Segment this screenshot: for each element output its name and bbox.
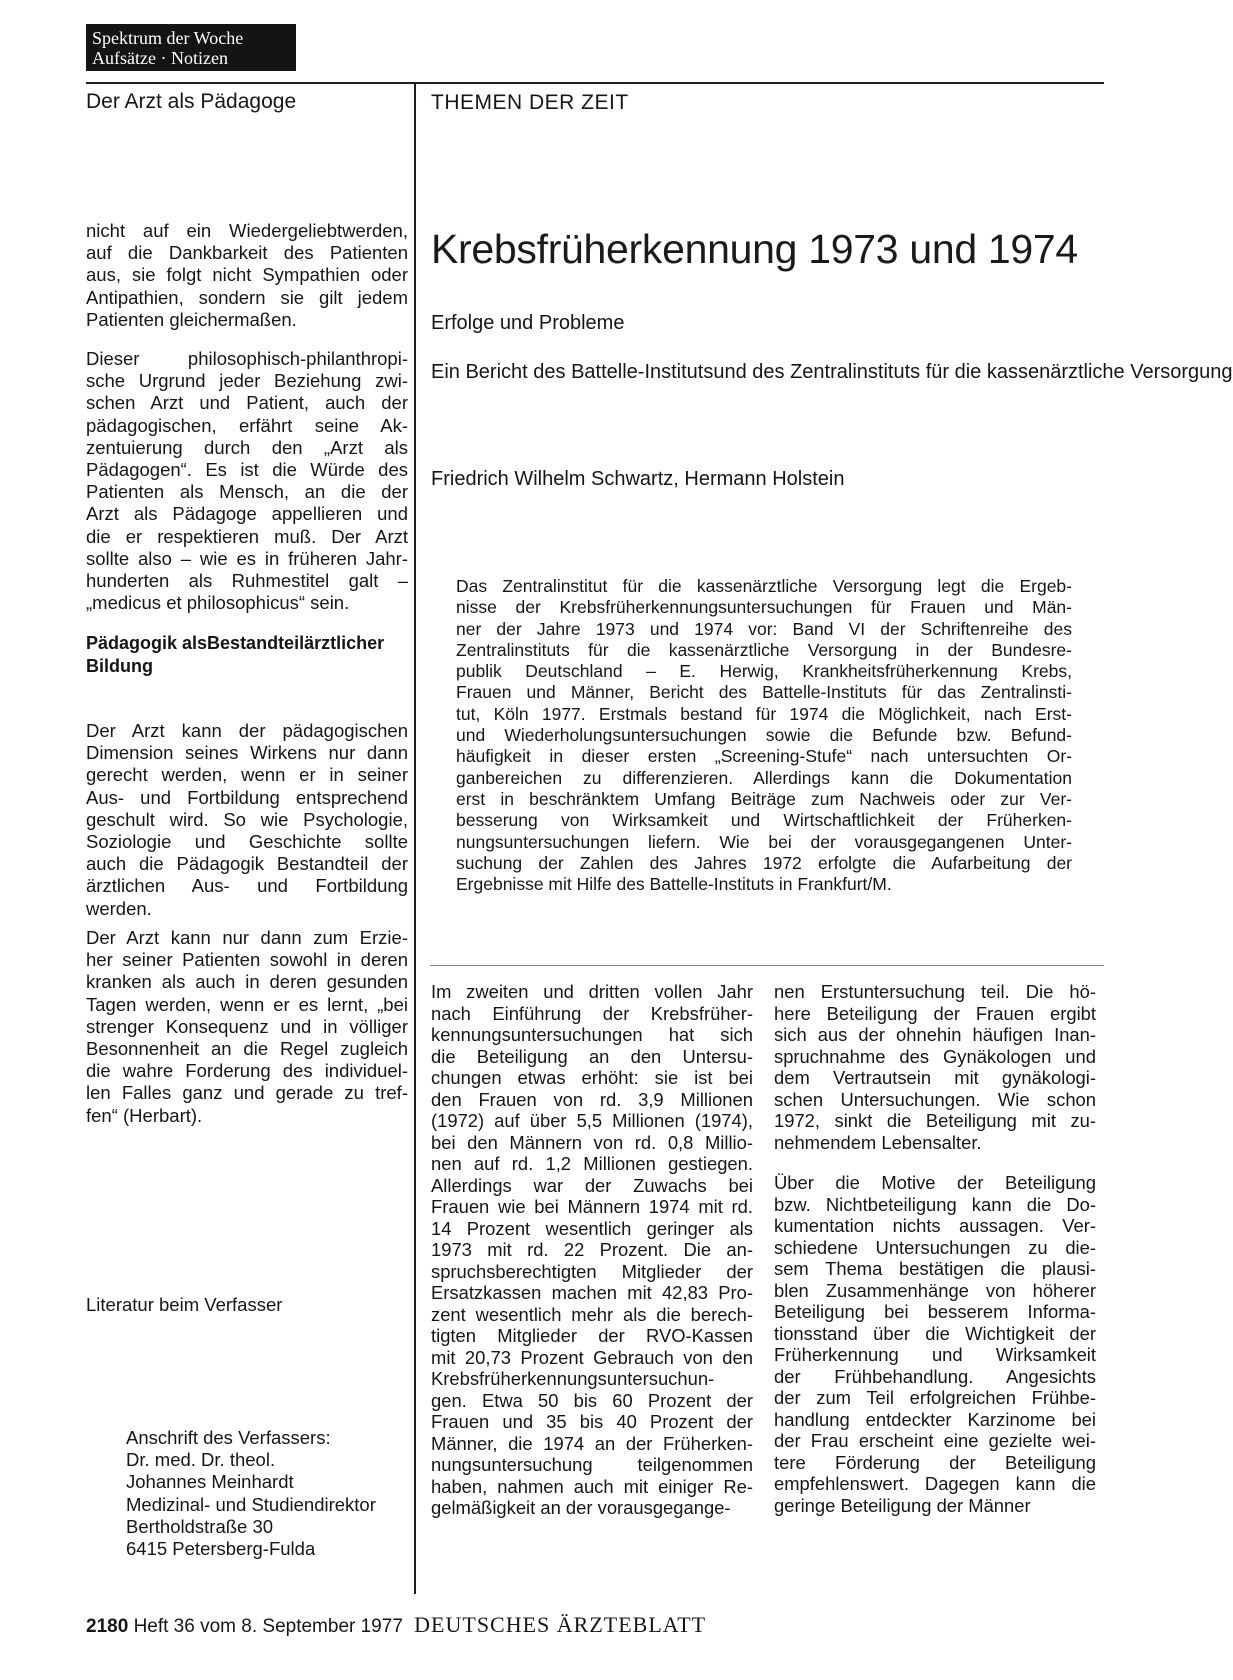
- summary-line: Frauen und Männer, Bericht des Battelle-Instituts für das Zentralinsti-: [456, 682, 1072, 703]
- body-line: der Frau erscheint eine gezielte wei-: [774, 1430, 1096, 1451]
- address-line: Dr. med. Dr. theol.: [126, 1449, 276, 1471]
- body-line: nehmendem Lebensalter.: [774, 1131, 982, 1153]
- body-line: dem Vertrautsein mit gynäkologi-: [774, 1067, 1096, 1088]
- article-body-column-2a: [774, 981, 1096, 1153]
- text-line: nicht auf ein Wiedergeliebtwerden,: [86, 220, 408, 241]
- subheading-line: Pädagogik als: [86, 633, 208, 653]
- body-line: gelmäßigkeit an der vorausgegange-: [431, 1497, 731, 1518]
- body-line: den Frauen von rd. 3,9 Millionen: [431, 1088, 753, 1110]
- body-line: tere Förderung der Beteiligung: [774, 1451, 1096, 1473]
- text-line: hunderten als Ruhmestitel galt –: [86, 570, 408, 592]
- body-line: der Frühbehandlung. Angesichts: [774, 1365, 1096, 1387]
- left-paragraph-1: [86, 220, 408, 331]
- body-line: Im zweiten und dritten vollen Jahr: [431, 981, 753, 1002]
- article-subtitle: Erfolge und Probleme: [431, 312, 625, 334]
- body-line: Krebsfrüherkennungsuntersuchun-: [431, 1368, 715, 1389]
- text-line: werden.: [86, 897, 152, 919]
- body-line: die Beteiligung an den Untersu-: [431, 1045, 753, 1067]
- column-divider: [414, 82, 416, 1594]
- body-line: chungen etwas erhöht: sie ist bei: [431, 1067, 753, 1088]
- left-subheading: [86, 632, 408, 677]
- text-line: Pädagogen“. Es ist die Würde des: [86, 459, 408, 481]
- summary-rule: [430, 965, 1104, 966]
- header-line-1: Spektrum der Woche: [92, 28, 244, 48]
- body-line: blen Zusammenhänge von höherer: [774, 1279, 1096, 1301]
- text-line: Patienten gleichermaßen.: [86, 308, 297, 330]
- body-line: schiedene Untersuchungen zu die-: [774, 1236, 1096, 1258]
- body-line: Frauen und 35 bis 40 Prozent der: [431, 1411, 753, 1432]
- body-line: 1972, sinkt die Beteiligung mit zu-: [774, 1110, 1096, 1131]
- text-line: len Falles ganz und gerade zu tref-: [86, 1082, 408, 1104]
- author-address: [126, 1427, 376, 1560]
- body-line: 14 Prozent wesentlich geringer als: [431, 1217, 753, 1239]
- body-line: spruchsberechtigten Mitglieder der: [431, 1260, 753, 1282]
- text-line: ärztlichen Aus- und Fortbildung: [86, 875, 408, 897]
- article-title: Krebsfrüherkennung 1973 und 1974: [431, 226, 1078, 272]
- summary-line: suchung der Zahlen des Jahres 1972 erfolgte die Aufarbeitung der: [456, 852, 1072, 873]
- body-line: Über die Motive der Beteiligung: [774, 1172, 1096, 1193]
- text-line: Patienten als Mensch, an die der: [86, 481, 408, 503]
- top-rule: [86, 82, 1104, 84]
- text-line: die er respektieren muß. Der Arzt: [86, 525, 408, 547]
- text-line: sollte also – wie es in früheren Jahr-: [86, 547, 408, 569]
- summary-line: publik Deutschland – E. Herwig, Krankheitsfrüherkennung Krebs,: [456, 661, 1072, 682]
- text-line: zentuierung durch den „Arzt als: [86, 436, 408, 458]
- address-line: Bertholdstraße 30: [126, 1515, 274, 1537]
- text-line: die wahre Forderung des individuel-: [86, 1060, 408, 1082]
- body-line: nach Einführung der Krebsfrüher-: [431, 1002, 753, 1024]
- address-line: Medizinal- und Studiendirektor: [126, 1493, 376, 1515]
- body-line: here Beteiligung der Frauen ergibt: [774, 1002, 1096, 1024]
- summary-line: häufigkeit in dieser ersten „Screening-Stufe“ nach untersuchten Or-: [456, 746, 1072, 767]
- dek-line: und des Zentralinstituts für die kassenärztliche Versorgung: [713, 361, 1233, 383]
- summary-line: besserung von Wirksamkeit und Wirtschaftlichkeit der Früherken-: [456, 810, 1072, 831]
- issue-info: Heft 36 vom 8. September 1977: [133, 1616, 403, 1637]
- right-section-label: THEMEN DER ZEIT: [431, 91, 629, 114]
- body-line: der zum Teil erfolgreichen Frühbe-: [774, 1387, 1096, 1408]
- text-line: Soziologie und Geschichte sollte: [86, 831, 408, 853]
- text-line: Tagen werden, wenn er es lernt, „bei: [86, 993, 408, 1015]
- text-line: auch die Pädagogik Bestandteil der: [86, 853, 408, 875]
- body-line: kumentation nichts aussagen. Ver-: [774, 1215, 1096, 1236]
- left-section-label: Der Arzt als Pädagoge: [86, 90, 297, 113]
- text-line: Besonnenheit an die Regel zugleich: [86, 1038, 408, 1060]
- section-header-box: [86, 24, 296, 71]
- summary-line: ganbereichen zu differenzieren. Allerdings kann die Dokumentation: [456, 767, 1072, 788]
- body-line: kennungsuntersuchungen hat sich: [431, 1024, 753, 1045]
- article-dek: [431, 360, 1233, 385]
- body-line: handlung entdeckter Karzinome bei: [774, 1408, 1096, 1430]
- article-authors: Friedrich Wilhelm Schwartz, Hermann Holstein: [431, 468, 845, 490]
- body-line: bzw. Nichtbeteiligung kann die Do-: [774, 1193, 1096, 1215]
- left-paragraph-4: [86, 927, 408, 1127]
- literature-note: Literatur beim Verfasser: [86, 1294, 283, 1315]
- summary-line: erst in beschränktem Umfang Beiträge zum Nachweis oder zur Ver-: [456, 788, 1072, 809]
- text-line: fen“ (Herbart).: [86, 1104, 203, 1126]
- summary-line: tut, Köln 1977. Erstmals bestand für 1974 die Möglichkeit, nach Erst-: [456, 703, 1072, 724]
- body-line: Früherkennung und Wirksamkeit: [774, 1344, 1096, 1365]
- text-line: Dieser philosophisch-philanthropi-: [86, 348, 408, 369]
- body-line: tigten Mitglieder der RVO-Kassen: [431, 1325, 753, 1346]
- body-line: zent wesentlich mehr als die berech-: [431, 1303, 753, 1325]
- text-line: Der Arzt kann nur dann zum Erzie-: [86, 927, 408, 948]
- body-line: 1973 mit rd. 22 Prozent. Die an-: [431, 1239, 753, 1260]
- body-line: Ersatzkassen machen mit 42,83 Pro-: [431, 1282, 753, 1303]
- text-line: her seiner Patienten sowohl in deren: [86, 949, 408, 971]
- summary-line: und Wiederholungsuntersuchungen sowie die Befunde bzw. Befund-: [456, 725, 1072, 746]
- text-line: Antipathien, sondern sie gilt jedem: [86, 286, 408, 308]
- body-line: haben, nahmen auch mit einiger Re-: [431, 1475, 753, 1497]
- body-line: gen. Etwa 50 bis 60 Prozent der: [431, 1389, 753, 1411]
- left-paragraph-3: [86, 720, 408, 920]
- article-body-column-1: [431, 981, 753, 1519]
- summary-line: ner der Jahre 1973 und 1974 vor: Band VI der Schriftenreihe des: [456, 618, 1072, 639]
- body-line: sem Thema bestätigen die plausi-: [774, 1258, 1096, 1279]
- text-line: strenger Konsequenz und in völliger: [86, 1015, 408, 1037]
- text-line: „medicus et philosophicus“ sein.: [86, 592, 350, 614]
- text-line: sche Urgrund jeder Beziehung zwi-: [86, 370, 408, 392]
- text-line: Dimension seines Wirkens nur dann: [86, 742, 408, 764]
- summary-line: Zentralinstituts für die kassenärztliche Versorgung in der Bundesre-: [456, 639, 1072, 660]
- body-line: mit 20,73 Prozent Gebrauch von den: [431, 1346, 753, 1368]
- body-line: Allerdings war der Zuwachs bei: [431, 1174, 753, 1196]
- address-line: 6415 Petersberg-Fulda: [126, 1538, 316, 1560]
- summary-line: Das Zentralinstitut für die kassenärztliche Versorgung legt die Ergeb-: [456, 576, 1072, 596]
- body-line: nungsuntersuchung teilgenommen: [431, 1454, 753, 1475]
- body-line: (1972) auf über 5,5 Millionen (1974),: [431, 1110, 753, 1131]
- article-body-column-2b: [774, 1172, 1096, 1516]
- summary-line: Ergebnisse mit Hilfe des Battelle-Instituts in Frankfurt/M.: [456, 874, 892, 895]
- body-line: sich aus der ohnehin häufigen Inan-: [774, 1024, 1096, 1045]
- article-summary: [456, 576, 1072, 895]
- page-number: 2180: [86, 1616, 129, 1637]
- publication-name: DEUTSCHES ÄRZTEBLATT: [414, 1612, 707, 1637]
- header-line-2: Aufsätze · Notizen: [92, 48, 228, 68]
- text-line: gerecht werden, wenn er in seiner: [86, 764, 408, 786]
- subheading-line: Bestandteil: [207, 633, 305, 653]
- body-line: Frauen wie bei Männern 1974 mit rd.: [431, 1196, 753, 1217]
- text-line: Der Arzt kann der pädagogischen: [86, 720, 408, 741]
- dek-line: Ein Bericht des Battelle-Instituts: [431, 361, 714, 383]
- text-line: aus, sie folgt nicht Sympathien oder: [86, 264, 408, 286]
- text-line: Aus- und Fortbildung entsprechend: [86, 786, 408, 808]
- body-line: schen Untersuchungen. Wie schon: [774, 1088, 1096, 1110]
- text-line: schen Arzt und Patient, auch der: [86, 392, 408, 414]
- text-line: pädagogischen, erfährt seine Ak-: [86, 414, 408, 436]
- text-line: auf die Dankbarkeit des Patienten: [86, 242, 408, 264]
- text-line: geschult wird. So wie Psychologie,: [86, 808, 408, 830]
- body-line: Beteiligung bei besserem Informa-: [774, 1301, 1096, 1322]
- subheading-line: ärztlicher Bildung: [86, 633, 385, 676]
- address-line: Anschrift des Verfassers:: [126, 1427, 331, 1448]
- body-line: empfehlenswert. Dagegen kann die: [774, 1473, 1096, 1494]
- body-line: nen auf rd. 1,2 Millionen gestiegen.: [431, 1153, 753, 1174]
- address-line: Johannes Meinhardt: [126, 1471, 294, 1493]
- body-line: bei den Männern von rd. 0,8 Millio-: [431, 1131, 753, 1153]
- left-paragraph-2: [86, 348, 408, 614]
- summary-line: nungsuntersuchungen liefern. Wie bei der vorausgegangenen Unter-: [456, 831, 1072, 852]
- body-line: tionsstand über die Wichtigkeit der: [774, 1322, 1096, 1344]
- body-line: nen Erstuntersuchung teil. Die hö-: [774, 981, 1096, 1002]
- page-footer: [86, 1612, 706, 1638]
- text-line: Arzt als Pädagoge appellieren und: [86, 503, 408, 525]
- text-line: kranken als auch in deren gesunden: [86, 971, 408, 993]
- body-line: geringe Beteiligung der Männer: [774, 1494, 1031, 1516]
- summary-line: nisse der Krebsfrüherkennungsuntersuchungen für Frauen und Män-: [456, 597, 1072, 618]
- body-line: spruchnahme des Gynäkologen und: [774, 1045, 1096, 1067]
- body-line: Männer, die 1974 an der Früherken-: [431, 1432, 753, 1454]
